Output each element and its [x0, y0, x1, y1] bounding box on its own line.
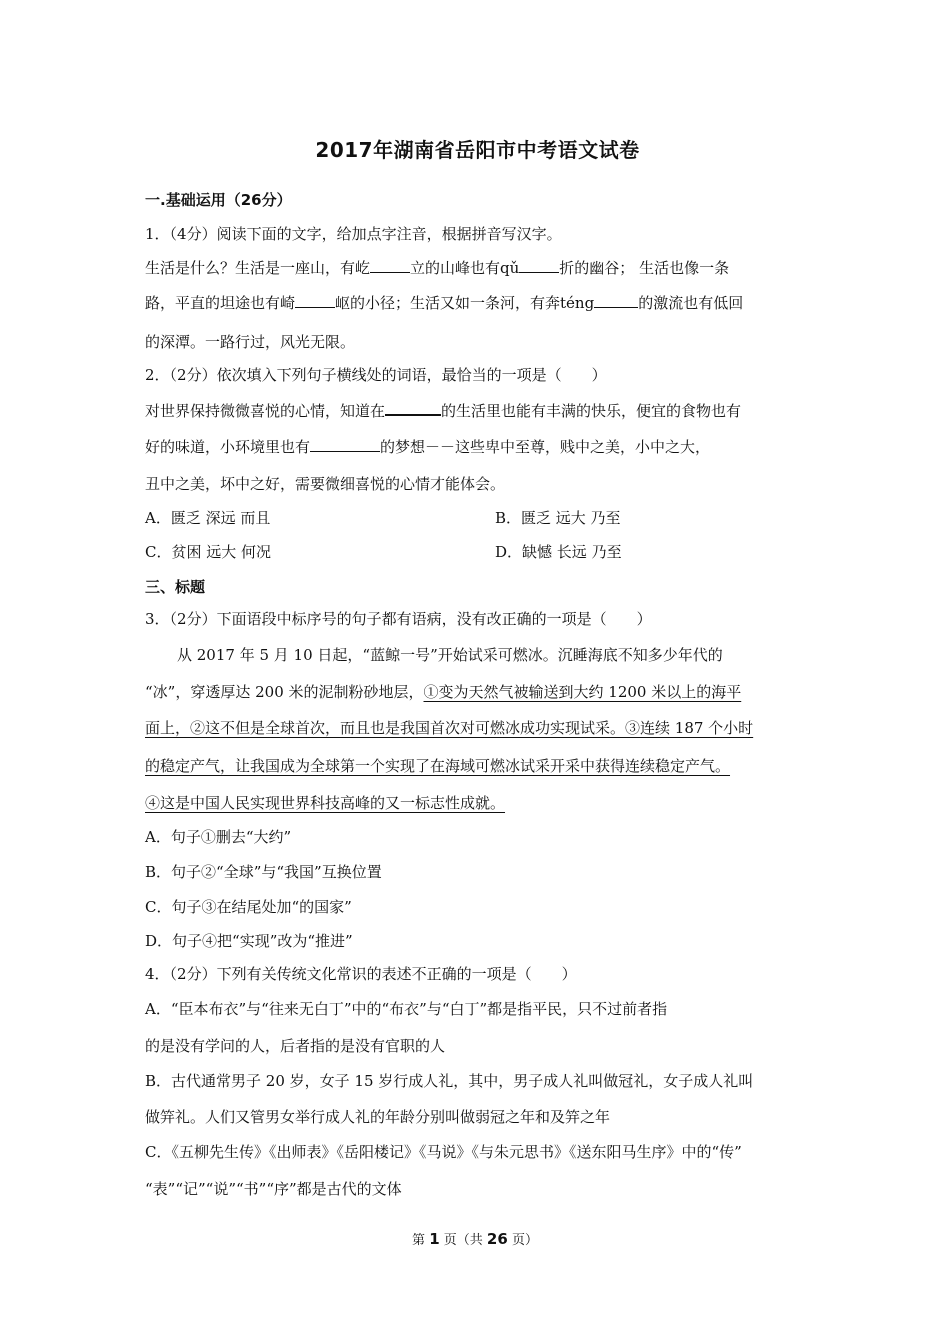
- section-heading-title: 三、标题: [145, 578, 206, 596]
- answer-blank: [385, 400, 441, 416]
- question-3-passage-line-3: 面上，②这不但是全球首次，而且也是我国首次对可燃冰成功实现试采。③连续 187 个小时: [145, 719, 754, 737]
- question-2-option-d: D．缺憾 长远 乃至: [495, 543, 622, 561]
- text-segment: 生活是什么？生活是一座山，有屹: [145, 259, 371, 277]
- question-2-line-3: 丑中之美，坏中之好，需要微细喜悦的心情才能体会。: [145, 475, 506, 493]
- question-1-line-2: [145, 293, 743, 313]
- text-segment: 好的味道，小环境里也有: [145, 438, 311, 456]
- footer-text: 页）: [511, 1233, 538, 1248]
- pinyin: qǔ: [500, 259, 520, 277]
- answer-blank: [370, 258, 410, 273]
- question-1-line-3: 的深潭。一路行过，风光无限。: [145, 333, 356, 351]
- underlined-sentence: ①变为天然气被输送到大约 1200 米以上的海平: [423, 683, 742, 701]
- question-4-stem: 4．（2分）下列有关传统文化常识的表述不正确的一项是（ ）: [145, 965, 577, 983]
- page-footer: [0, 1229, 950, 1248]
- question-4-option-a-line-1: A．“臣本布衣”与“往来无白丁”中的“布衣”与“白丁”都是指平民，只不过前者指: [145, 1000, 668, 1018]
- section-heading-basic: 一.基础运用（26分）: [145, 191, 292, 209]
- text-segment: 折的幽谷； 生活也像一条: [559, 259, 730, 277]
- question-2-stem: 2．（2分）依次填入下列句子横线处的词语，最恰当的一项是（ ）: [145, 366, 607, 384]
- text-segment: 的梦想－－这些卑中至尊，贱中之美，小中之大，: [380, 438, 711, 456]
- page-number: 1: [429, 1230, 440, 1248]
- text-segment: 的生活里也能有丰满的快乐，便宜的食物也有: [441, 402, 742, 420]
- page-total: 26: [486, 1230, 508, 1248]
- question-4-option-a-line-2: 的是没有学问的人，后者指的是没有官职的人: [145, 1037, 446, 1055]
- question-2-line-2: [145, 437, 710, 457]
- question-3-option-c: C．句子③在结尾处加“的国家”: [145, 898, 352, 916]
- question-1-stem: 1．（4分）阅读下面的文字，给加点字注音，根据拼音写汉字。: [145, 225, 562, 243]
- text-segment: 立的山峰也有: [410, 259, 501, 277]
- text-segment: 岖的小径；生活又如一条河，有奔: [335, 294, 561, 312]
- question-2-option-a: A．匮乏 深远 而且: [145, 509, 271, 527]
- question-3-option-b: B．句子②“全球”与“我国”互换位置: [145, 863, 382, 881]
- question-3-passage-line-4: 的稳定产气，让我国成为全球第一个实现了在海域可燃冰试采开采中获得连续稳定产气。: [145, 757, 731, 775]
- text-segment: 路，平直的坦途也有崎: [145, 294, 296, 312]
- footer-text: 页（共: [443, 1233, 483, 1248]
- text-segment: 的激流也有低回: [638, 294, 744, 312]
- answer-blank: [310, 437, 380, 452]
- question-2-option-c: C．贫困 远大 何况: [145, 543, 272, 561]
- question-3-passage-line-5: ④这是中国人民实现世界科技高峰的又一标志性成就。: [145, 794, 506, 812]
- answer-blank: [295, 293, 335, 308]
- question-3-option-d: D．句子④把“实现”改为“推进”: [145, 932, 353, 950]
- question-4-option-b-line-2: 做笄礼。人们又管男女举行成人礼的年龄分别叫做弱冠之年和及笄之年: [145, 1108, 611, 1126]
- answer-blank: [519, 258, 559, 273]
- question-1-line-1: [145, 258, 729, 278]
- answer-blank: [594, 293, 638, 308]
- question-4-option-c-line-1: C．《五柳先生传》《出师表》《岳阳楼记》《马说》《与朱元思书》《送东阳马生序》中的“传”: [145, 1143, 742, 1161]
- text-segment: 对世界保持微微喜悦的心情，知道在: [145, 402, 386, 420]
- question-4-option-b-line-1: B．古代通常男子 20 岁，女子 15 岁行成人礼，其中，男子成人礼叫做冠礼，女子成人礼叫: [145, 1072, 754, 1090]
- question-3-passage-line-2: [145, 682, 741, 702]
- question-4-option-c-line-2: “表”“记”“说”“书”“序”都是古代的文体: [145, 1180, 402, 1198]
- question-3-passage-line-1: 从 2017 年 5 月 10 日起，“蓝鲸一号”开始试采可燃冰。沉睡海底不知多少年代的: [177, 646, 723, 664]
- question-3-option-a: A．句子①删去“大约”: [145, 828, 292, 846]
- question-2-option-b: B．匮乏 远大 乃至: [495, 509, 621, 527]
- question-2-line-1: [145, 400, 741, 421]
- question-3-stem: 3．（2分）下面语段中标序号的句子都有语病，没有改正确的一项是（ ）: [145, 610, 652, 628]
- page-title: 2017年湖南省岳阳市中考语文试卷: [315, 138, 640, 162]
- pinyin: téng: [560, 294, 595, 312]
- footer-text: 第: [412, 1233, 426, 1248]
- text-segment: “冰”，穿透厚达 200 米的泥制粉砂地层，: [145, 683, 424, 701]
